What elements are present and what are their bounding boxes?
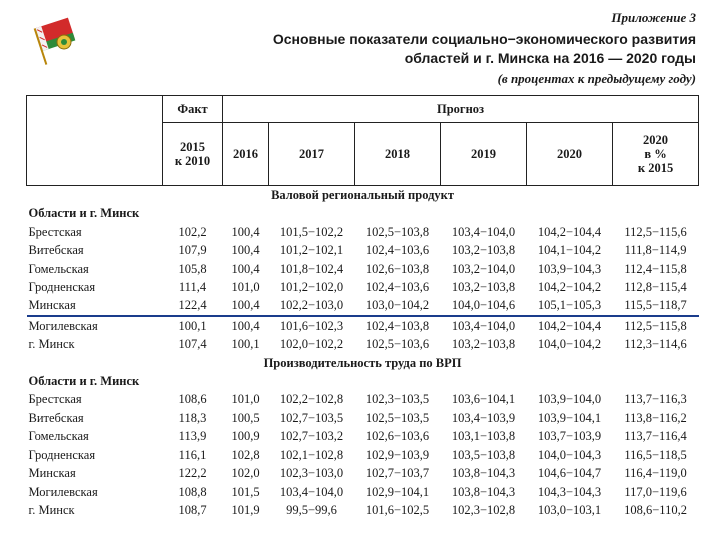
table-cell: 99,5−99,6 — [286, 502, 337, 517]
table-cell: 102,7−103,2 — [279, 429, 344, 444]
table-cell: 111,8−114,9 — [624, 243, 687, 258]
table-cell: 101,2−102,1 — [279, 243, 344, 258]
indicators-table — [26, 95, 699, 519]
region-name: г. Минск — [28, 502, 75, 517]
table-cell: 112,4−115,8 — [624, 261, 687, 276]
belarus-flag-badge-icon — [32, 12, 82, 66]
table-cell: 102,2 — [178, 224, 207, 239]
table-row — [27, 296, 699, 315]
table-cell: 111,4 — [178, 280, 207, 295]
table-cell: 122,2 — [178, 466, 207, 481]
table-cell: 103,2−103,8 — [451, 280, 516, 295]
table-cell: 112,5−115,6 — [624, 224, 687, 239]
header-col-2019: 2019 — [441, 123, 527, 186]
header-blank-2 — [27, 123, 163, 186]
table-cell: 103,0−103,1 — [537, 502, 602, 517]
table-cell: 103,5−103,8 — [451, 447, 516, 462]
table-cell: 102,9−103,9 — [365, 447, 430, 462]
region-name: г. Минск — [28, 337, 75, 352]
section-title-row — [27, 354, 699, 372]
table-body — [27, 186, 699, 520]
region-name: Брестская — [28, 392, 82, 407]
table-cell: 100,1 — [231, 337, 260, 352]
table-row — [27, 390, 699, 408]
table-cell: 101,2−102,0 — [279, 280, 344, 295]
table-cell: 107,4 — [178, 337, 207, 352]
table-cell: 113,7−116,4 — [624, 429, 687, 444]
region-name: Гомельская — [28, 261, 89, 276]
header-col-2018: 2018 — [355, 123, 441, 186]
header-col-2020: 2020 — [527, 123, 613, 186]
table-cell: 103,8−104,3 — [451, 484, 516, 499]
table-cell: 102,2−103,0 — [269, 296, 355, 315]
table-cell: 108,6 — [178, 392, 207, 407]
table-cell: 100,4 — [231, 224, 260, 239]
table-row — [27, 335, 699, 353]
table-cell: 116,4−119,0 — [624, 466, 687, 481]
table-cell: 101,8−102,4 — [279, 261, 344, 276]
table-cell: 104,6−104,7 — [537, 466, 602, 481]
table-row — [27, 316, 699, 335]
units-subtitle: (в процентах к предыдущему году) — [497, 71, 696, 86]
table-cell: 103,2−104,0 — [451, 261, 516, 276]
table-cell: 102,4−103,8 — [365, 318, 430, 333]
table-cell: 101,0 — [231, 392, 260, 407]
table-cell: 104,1−104,2 — [537, 243, 602, 258]
table-cell: 102,5−103,8 — [365, 224, 430, 239]
group-label-row — [27, 204, 699, 222]
table-cell: 103,9−104,3 — [537, 261, 602, 276]
appendix-label: Приложение 3 — [611, 10, 696, 25]
table-cell: 104,2−104,2 — [537, 280, 602, 295]
table-cell: 102,4−103,6 — [365, 280, 430, 295]
table-row — [27, 409, 699, 427]
table-cell: 100,4 — [231, 261, 260, 276]
table-cell: 104,0−104,2 — [537, 337, 602, 352]
table-cell: 102,0 — [231, 466, 260, 481]
region-name: Брестская — [28, 224, 82, 239]
table-cell: 101,5−102,2 — [279, 224, 344, 239]
table-cell: 103,9−104,1 — [537, 410, 602, 425]
table-cell: 102,8 — [231, 447, 260, 462]
table-cell: 102,3−103,5 — [365, 392, 430, 407]
table-cell: 101,5 — [231, 484, 260, 499]
table-cell: 100,4 — [231, 318, 260, 333]
header-col-2017: 2017 — [269, 123, 355, 186]
table-cell: 102,3−102,8 — [451, 502, 516, 517]
region-name: Витебская — [28, 410, 84, 425]
table-row — [27, 483, 699, 501]
table-cell: 104,0−104,6 — [441, 296, 527, 315]
table-cell: 116,5−118,5 — [624, 447, 687, 462]
table-cell: 103,0−104,2 — [355, 296, 441, 315]
group-label: Области и г. Минск — [28, 374, 140, 389]
table-cell: 112,3−114,6 — [624, 337, 687, 352]
table-row — [27, 501, 699, 519]
table-cell: 122,4 — [163, 296, 223, 315]
header-col-2020-pct: 2020 в % к 2015 — [613, 123, 699, 186]
table-row — [27, 464, 699, 482]
table-cell: 103,4−104,0 — [451, 318, 516, 333]
table-cell: 104,2−104,4 — [537, 224, 602, 239]
region-name: Могилевская — [28, 484, 98, 499]
header-col-2016: 2016 — [223, 123, 269, 186]
table-cell: 102,7−103,7 — [365, 466, 430, 481]
table-cell: 102,0−102,2 — [279, 337, 344, 352]
table-cell: 101,6−102,3 — [279, 318, 344, 333]
group-label: Области и г. Минск — [28, 206, 140, 221]
header-blank — [27, 96, 163, 123]
table-cell: 100,9 — [231, 429, 260, 444]
table-cell: 113,9 — [178, 429, 207, 444]
table-cell: 102,4−103,6 — [365, 243, 430, 258]
table-cell: 105,1−105,3 — [527, 296, 613, 315]
header-forecast: Прогноз — [223, 96, 699, 123]
table-cell: 117,0−119,6 — [624, 484, 687, 499]
region-name: Гомельская — [28, 429, 89, 444]
table-cell: 102,6−103,6 — [365, 429, 430, 444]
table-cell: 104,2−104,4 — [537, 318, 602, 333]
region-name: Могилевская — [28, 318, 98, 333]
table-cell: 103,4−104,0 — [279, 484, 344, 499]
table-cell: 118,3 — [178, 410, 207, 425]
table-cell: 103,9−104,0 — [537, 392, 602, 407]
table-cell: 105,8 — [178, 261, 207, 276]
table-cell: 102,3−103,0 — [279, 466, 344, 481]
table-cell: 108,8 — [178, 484, 207, 499]
table-cell: 101,9 — [231, 502, 260, 517]
table-cell: 103,2−103,8 — [451, 337, 516, 352]
table-row — [27, 446, 699, 464]
table-cell: 100,1 — [178, 318, 207, 333]
section-title: Производительность труда по ВРП — [263, 355, 462, 370]
section-title-row — [27, 186, 699, 205]
table-cell: 104,3−104,3 — [537, 484, 602, 499]
table-cell: 102,1−102,8 — [279, 447, 344, 462]
table-row — [27, 278, 699, 296]
table-cell: 103,4−104,0 — [451, 224, 516, 239]
table-row — [27, 241, 699, 259]
region-name: Минская — [27, 296, 163, 315]
table-cell: 112,8−115,4 — [624, 280, 687, 295]
header-col-2015: 2015 к 2010 — [163, 123, 223, 186]
table-cell: 100,4 — [223, 296, 269, 315]
table-cell: 113,8−116,2 — [624, 410, 687, 425]
table-cell: 102,5−103,5 — [365, 410, 430, 425]
table-cell: 103,6−104,1 — [451, 392, 516, 407]
table-cell: 108,7 — [178, 502, 207, 517]
table-cell: 101,6−102,5 — [365, 502, 430, 517]
region-name: Витебская — [28, 243, 84, 258]
region-name: Гродненская — [28, 447, 96, 462]
table-row — [27, 427, 699, 445]
table-cell: 102,6−103,8 — [365, 261, 430, 276]
table-cell: 112,5−115,8 — [624, 318, 687, 333]
group-label-row — [27, 372, 699, 390]
table-cell: 115,5−118,7 — [613, 296, 699, 315]
table-cell: 103,8−104,3 — [451, 466, 516, 481]
table-cell: 102,5−103,6 — [365, 337, 430, 352]
table-cell: 103,2−103,8 — [451, 243, 516, 258]
table-cell: 100,4 — [231, 243, 260, 258]
table-cell: 103,7−103,9 — [537, 429, 602, 444]
table-cell: 100,5 — [231, 410, 260, 425]
title-line-1: Основные показатели социально−экономического развития — [272, 31, 696, 47]
table-header — [27, 96, 699, 186]
table-cell: 104,0−104,3 — [537, 447, 602, 462]
table-cell: 102,9−104,1 — [365, 484, 430, 499]
table-cell: 107,9 — [178, 243, 207, 258]
table-row — [27, 260, 699, 278]
table-cell: 113,7−116,3 — [624, 392, 687, 407]
region-name: Гродненская — [28, 280, 96, 295]
table-row — [27, 223, 699, 241]
table-cell: 103,4−103,9 — [451, 410, 516, 425]
table-cell: 108,6−110,2 — [624, 502, 687, 517]
region-name: Минская — [28, 466, 76, 481]
table-cell: 101,0 — [231, 280, 260, 295]
table-cell: 103,1−103,8 — [451, 429, 516, 444]
title-line-2: областей и г. Минска на 2016 — 2020 годы — [404, 50, 696, 66]
header-fact: Факт — [163, 96, 223, 123]
section-title: Валовой региональный продукт — [271, 188, 455, 202]
document-title — [236, 30, 696, 68]
table-cell: 102,7−103,5 — [279, 410, 344, 425]
table-cell: 116,1 — [178, 447, 207, 462]
table-cell: 102,2−102,8 — [279, 392, 344, 407]
